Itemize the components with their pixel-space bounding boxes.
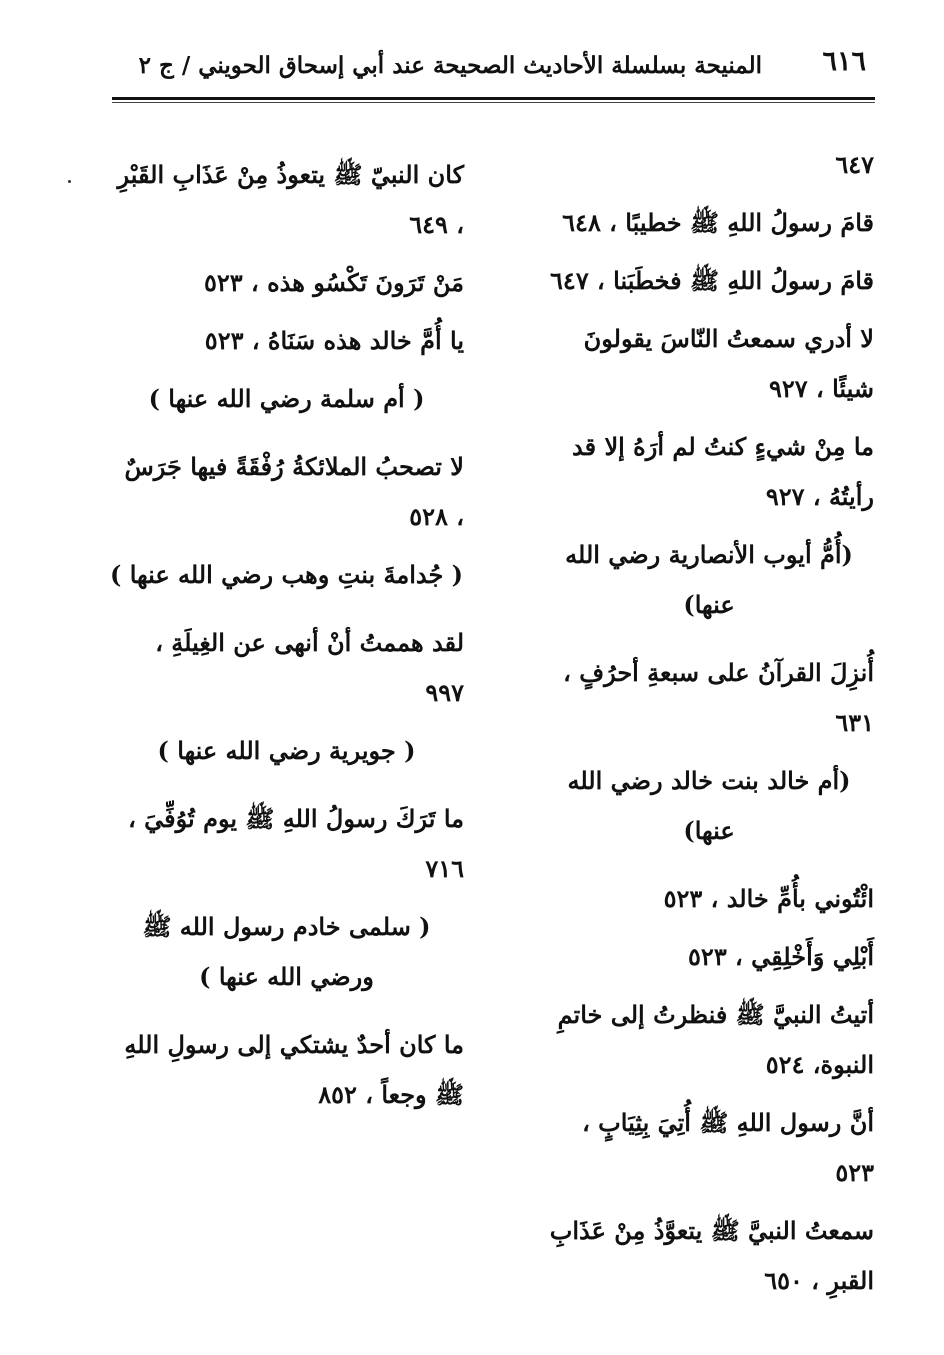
- right-column: [544, 140, 874, 1314]
- header-rule-thin: [112, 102, 875, 103]
- narrator-heading: (أُمُّ أيوب الأنصارية رضي الله عنها): [565, 540, 853, 619]
- hadith-entry: أَبْلِي وَأَخْلِقِي ، ٥٢٣: [688, 942, 874, 971]
- narrator-heading: (أم خالد بنت خالد رضي الله عنها): [567, 766, 851, 845]
- hadith-entry: قامَ رسولُ اللهِ ﷺ خطيبًا ، ٦٤٨: [562, 208, 874, 237]
- hadith-entry: ما مِنْ شيءٍ كنتُ لم أرَهُ إلا قد رأيتُهُ ، ٩٢٧: [572, 432, 874, 511]
- hadith-entry: أُنزِلَ القرآنُ على سبعةِ أحرُفٍ ، ٦٣١: [563, 658, 874, 737]
- hadith-entry: يا أُمَّ خالد هذه سَنَاهُ ، ٥٢٣: [204, 326, 464, 355]
- hadith-entry: ٦٤٧: [835, 150, 874, 179]
- narrator-heading: ( أم سلمة رضي الله عنها ): [148, 384, 425, 413]
- page-number: ٦١٦: [822, 46, 866, 77]
- hadith-entry: مَنْ تَرَونَ تَكْسُو هذه ، ٥٢٣: [203, 268, 464, 297]
- hadith-entry: لا أدري سمعتُ النّاسَ يقولونَ شيئًا ، ٩٢٧: [583, 324, 874, 403]
- hadith-entry: لقد هممتُ أنْ أنهى عن الغِيلَةِ ، ٩٩٧: [155, 628, 464, 707]
- hadith-entry: ما كان أحدٌ يشتكي إلى رسولِ اللهِ ﷺ وجعاً ، ٨٥٢: [124, 1030, 464, 1109]
- narrator-heading: ( جُدامةَ بنتِ وهب رضي الله عنها ): [109, 560, 464, 589]
- hadith-entry: لا تصحبُ الملائكةُ رُفْقَةً فيها جَرَسٌ ، ٥٢٨: [124, 452, 464, 531]
- left-column: [109, 150, 464, 1128]
- hadith-entry: ما تَرَكَ رسولُ اللهِ ﷺ يوم تُوُفِّيَ ، ٧١٦: [128, 804, 464, 883]
- hadith-entry: قامَ رسولُ اللهِ ﷺ فخطَبَنا ، ٦٤٧: [550, 266, 874, 295]
- hadith-entry: ائْتُوني بأُمِّ خالد ، ٥٢٣: [663, 884, 874, 913]
- scan-speck: [68, 180, 71, 183]
- page-header: [100, 42, 880, 92]
- hadith-entry: أنَّ رسول اللهِ ﷺ أُتِيَ بِثِيَابٍ ، ٥٢٣: [582, 1108, 874, 1187]
- hadith-entry: أتيتُ النبيَّ ﷺ فنظرتُ إلى خاتمِ النبوة، ٥٢٤: [557, 1000, 874, 1079]
- running-title: المنيحة بسلسلة الأحاديث الصحيحة عند أبي إسحاق الحويني / ج ٢: [138, 52, 762, 79]
- narrator-heading: ( جويرية رضي الله عنها ): [157, 736, 416, 765]
- narrator-heading: ( سلمى خادم رسول الله ﷺ ورضي الله عنها ): [142, 912, 431, 991]
- header-rule-thick: [112, 97, 875, 100]
- hadith-entry: كان النبيّ ﷺ يتعوذُ مِنْ عَذَابِ القَبْرِ ، ٦٤٩: [117, 160, 464, 239]
- hadith-entry: سمعتُ النبيَّ ﷺ يتعوَّذُ مِنْ عَذَابِ القبرِ ، ٦٥٠: [549, 1216, 874, 1295]
